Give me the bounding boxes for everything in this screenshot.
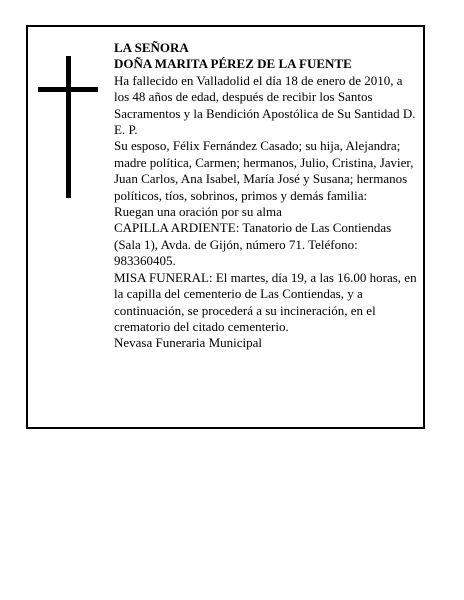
latin-cross-icon xyxy=(38,56,98,198)
prayer-request: Ruegan una oración por su alma xyxy=(114,204,282,220)
funeral-mass-info: MISA FUNERAL: El martes, día 19, a las 16.00 horas, en la capilla del cementerio de Las Contiendas, y a continuación, se procederá a su incineración, en el crematorio del citado cementerio. xyxy=(114,269,417,334)
obituary-notice xyxy=(26,25,425,429)
cross-horizontal-bar xyxy=(38,87,98,92)
notice-header-title: LA SEÑORA xyxy=(114,40,189,55)
family-list: Su esposo, Félix Fernández Casado; su hija, Alejandra; madre política, Carmen; hermanos, Julio, Cristina, Javier, Juan Carlos, Ana Isabel, María José y Susana; hermanos políticos, tíos, sobrinos, primos y demás familia: xyxy=(114,138,414,203)
death-announcement: Ha fallecido en Valladolid el día 18 de enero de 2010, a los 48 años de edad, después de recibir los Santos Sacramentos y la Bendición Apostólica de Su Santidad D. E. P. xyxy=(114,72,416,138)
cross-vertical-bar xyxy=(66,56,71,198)
deceased-name: DOÑA MARITA PÉREZ DE LA FUENTE xyxy=(114,56,352,72)
chapel-info: CAPILLA ARDIENTE: Tanatorio de Las Contiendas (Sala 1), Avda. de Gijón, número 71. Teléfono: 983360405. xyxy=(114,220,392,269)
notice-text xyxy=(114,40,420,352)
funeral-home-name: Nevasa Funeraria Municipal xyxy=(114,335,263,351)
